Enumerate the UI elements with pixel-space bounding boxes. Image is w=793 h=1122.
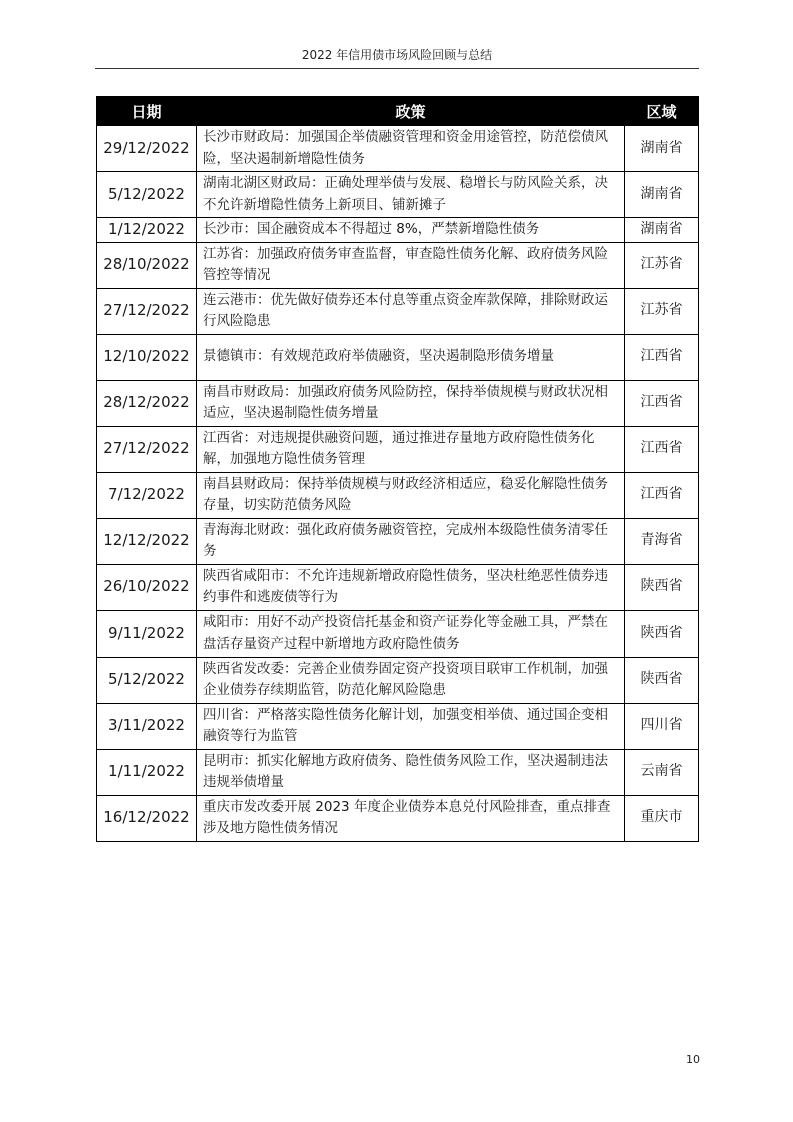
region-cell: 江西省 xyxy=(625,380,699,426)
date-cell: 27/12/2022 xyxy=(97,288,197,334)
region-cell: 陕西省 xyxy=(625,610,699,657)
table-row xyxy=(97,288,699,334)
policy-cell: 江西省：对违规提供融资问题，通过推进存量地方政府隐性债务化解，加强地方隐性债务管理 xyxy=(197,426,625,472)
region-cell: 重庆市 xyxy=(625,795,699,841)
table-row xyxy=(97,380,699,426)
date-cell: 1/12/2022 xyxy=(97,218,197,243)
page-number: 10 xyxy=(686,1053,700,1066)
date-cell: 3/11/2022 xyxy=(97,703,197,749)
region-cell: 四川省 xyxy=(625,703,699,749)
table-row xyxy=(97,610,699,657)
region-cell: 湖南省 xyxy=(625,218,699,243)
policy-cell: 青海海北财政：强化政府债务融资管控，完成州本级隐性债务清零任务 xyxy=(197,518,625,564)
policy-cell: 长沙市：国企融资成本不得超过 8%，严禁新增隐性债务 xyxy=(197,218,625,243)
table-row xyxy=(97,749,699,795)
date-cell: 28/10/2022 xyxy=(97,242,197,288)
table-row xyxy=(97,564,699,610)
region-cell: 江苏省 xyxy=(625,288,699,334)
page-header-title: 2022 年信用债市场风险回顾与总结 xyxy=(301,48,493,62)
table-row xyxy=(97,657,699,703)
table-row xyxy=(97,703,699,749)
policy-cell: 南昌市财政局：加强政府债务风险防控，保持举债规模与财政状况相适应，坚决遏制隐性债务增量 xyxy=(197,380,625,426)
region-cell: 江苏省 xyxy=(625,242,699,288)
policy-cell: 长沙市财政局：加强国企举债融资管理和资金用途管控，防范偿债风险，坚决遏制新增隐性债务 xyxy=(197,126,625,172)
policy-cell: 昆明市：抓实化解地方政府债务、隐性债务风险工作，坚决遏制违法违规举债增量 xyxy=(197,749,625,795)
policy-cell: 咸阳市：用好不动产投资信托基金和资产证券化等金融工具，严禁在盘活存量资产过程中新增地方政府隐性债务 xyxy=(197,610,625,657)
table-row xyxy=(97,126,699,172)
region-cell: 江西省 xyxy=(625,472,699,518)
table-body xyxy=(97,126,699,842)
policy-cell: 南昌县财政局：保持举债规模与财政经济相适应，稳妥化解隐性债务存量，切实防范债务风险 xyxy=(197,472,625,518)
policy-cell: 重庆市发改委开展 2023 年度企业债券本息兑付风险排查，重点排查涉及地方隐性债务情况 xyxy=(197,795,625,841)
table-row xyxy=(97,334,699,380)
policy-cell: 陕西省咸阳市：不允许违规新增政府隐性债务，坚决杜绝恶性债券违约事件和逃废债等行为 xyxy=(197,564,625,610)
date-cell: 27/12/2022 xyxy=(97,426,197,472)
date-cell: 12/12/2022 xyxy=(97,518,197,564)
policy-cell: 景德镇市：有效规范政府举债融资，坚决遏制隐形债务增量 xyxy=(197,334,625,380)
column-header-date: 日期 xyxy=(97,97,197,126)
table-row xyxy=(97,426,699,472)
date-cell: 29/12/2022 xyxy=(97,126,197,172)
date-cell: 5/12/2022 xyxy=(97,657,197,703)
region-cell: 陕西省 xyxy=(625,564,699,610)
date-cell: 9/11/2022 xyxy=(97,610,197,657)
region-cell: 陕西省 xyxy=(625,657,699,703)
date-cell: 26/10/2022 xyxy=(97,564,197,610)
region-cell: 湖南省 xyxy=(625,126,699,172)
column-header-policy: 政策 xyxy=(197,97,625,126)
header-divider xyxy=(95,68,699,69)
table-row xyxy=(97,242,699,288)
table-header-row xyxy=(97,97,699,126)
table-row xyxy=(97,472,699,518)
policy-cell: 陕西省发改委：完善企业债券固定资产投资项目联审工作机制，加强企业债券存续期监管，防范化解风险隐患 xyxy=(197,657,625,703)
region-cell: 江西省 xyxy=(625,426,699,472)
policy-table xyxy=(96,96,699,842)
policy-cell: 江苏省：加强政府债务审查监督，审查隐性债务化解、政府债务风险管控等情况 xyxy=(197,242,625,288)
table-row xyxy=(97,795,699,841)
region-cell: 云南省 xyxy=(625,749,699,795)
policy-cell: 连云港市：优先做好债券还本付息等重点资金库款保障，排除财政运行风险隐患 xyxy=(197,288,625,334)
policy-cell: 四川省：严格落实隐性债务化解计划，加强变相举债、通过国企变相融资等行为监管 xyxy=(197,703,625,749)
date-cell: 1/11/2022 xyxy=(97,749,197,795)
date-cell: 16/12/2022 xyxy=(97,795,197,841)
table-row xyxy=(97,172,699,218)
region-cell: 青海省 xyxy=(625,518,699,564)
column-header-region: 区域 xyxy=(625,97,699,126)
date-cell: 5/12/2022 xyxy=(97,172,197,218)
table-row xyxy=(97,518,699,564)
region-cell: 湖南省 xyxy=(625,172,699,218)
policy-cell: 湖南北湖区财政局：正确处理举债与发展、稳增长与防风险关系，决不允许新增隐性债务上新项目、铺新摊子 xyxy=(197,172,625,218)
region-cell: 江西省 xyxy=(625,334,699,380)
date-cell: 12/10/2022 xyxy=(97,334,197,380)
date-cell: 7/12/2022 xyxy=(97,472,197,518)
date-cell: 28/12/2022 xyxy=(97,380,197,426)
table-row xyxy=(97,218,699,243)
